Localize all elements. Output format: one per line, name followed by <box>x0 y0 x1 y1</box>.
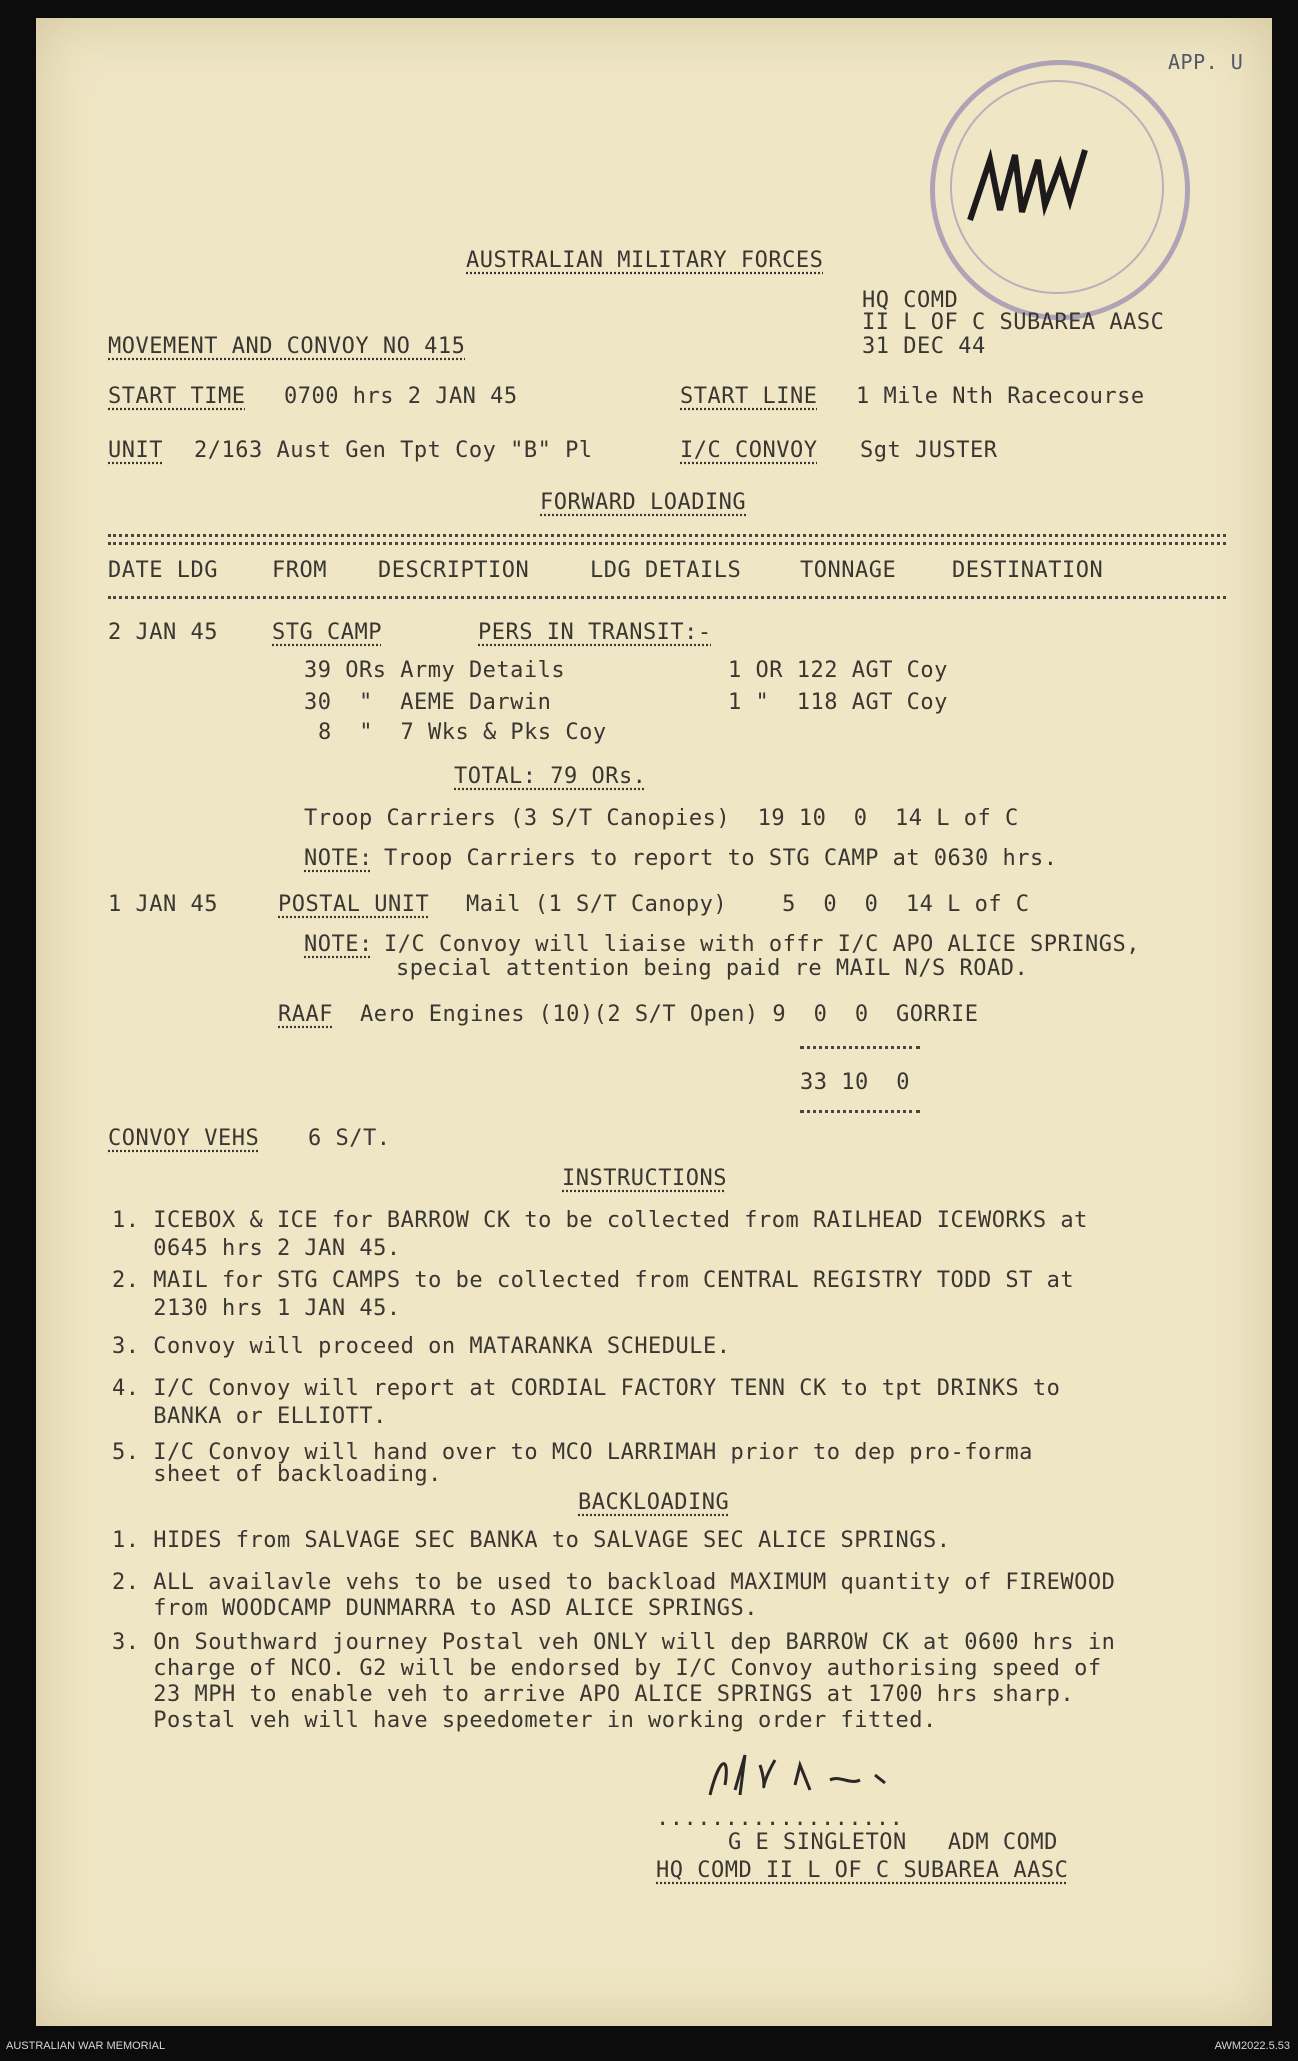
pers-total: TOTAL: 79 ORs. <box>454 764 647 789</box>
backloading-1: 1. HIDES from SALVAGE SEC BANKA to SALVAGE SEC ALICE SPRINGS. <box>112 1528 951 1553</box>
entry3-from: RAAF <box>278 1002 333 1027</box>
backloading-2a: 2. ALL availavle vehs to be used to backload MAXIMUM quantity of FIREWOOD <box>112 1570 1116 1595</box>
note2-text-b: special attention being paid re MAIL N/S ROAD. <box>396 956 1029 981</box>
unit-label: UNIT <box>108 438 163 463</box>
movement-title: MOVEMENT AND CONVOY NO 415 <box>108 334 466 359</box>
start-line-label: START LINE <box>680 384 818 409</box>
instructions-heading: INSTRUCTIONS <box>562 1166 727 1191</box>
entry1-from: STG CAMP <box>272 620 382 645</box>
doc-date: 31 DEC 44 <box>862 334 986 359</box>
pers-line-2b: 1 " 118 AGT Coy <box>728 690 948 715</box>
start-time-label: START TIME <box>108 384 246 409</box>
col-date-ldg: DATE LDG <box>108 558 218 583</box>
signatory-name: G E SINGLETON ADM COMD <box>728 1830 1058 1855</box>
note1-label: NOTE: <box>304 846 373 871</box>
pers-line-1b: 1 OR 122 AGT Coy <box>728 658 948 683</box>
start-line-value: 1 Mile Nth Racecourse <box>856 384 1145 409</box>
total-rule-bottom <box>800 1110 920 1113</box>
hq-line-2: II L OF C SUBAREA AASC <box>862 310 1165 335</box>
total-rule-top <box>800 1046 920 1049</box>
instruction-1a: 1. ICEBOX & ICE for BARROW CK to be collected from RAILHEAD ICEWORKS at <box>112 1208 1088 1233</box>
instruction-4a: 4. I/C Convoy will report at CORDIAL FACTORY TENN CK to tpt DRINKS to <box>112 1376 1061 1401</box>
entry2-from: POSTAL UNIT <box>278 892 430 917</box>
backloading-2b: from WOODCAMP DUNMARRA to ASD ALICE SPRINGS. <box>112 1596 759 1621</box>
instruction-5b: sheet of backloading. <box>112 1462 442 1487</box>
backloading-3c: 23 MPH to enable veh to arrive APO ALICE SPRINGS at 1700 hrs sharp. <box>112 1682 1075 1707</box>
col-description: DESCRIPTION <box>378 558 530 583</box>
ic-convoy-value: Sgt JUSTER <box>860 438 998 463</box>
note1-text: Troop Carriers to report to STG CAMP at 0630 hrs. <box>384 846 1058 871</box>
signature-dots: .................. <box>656 1806 904 1831</box>
instruction-2b: 2130 hrs 1 JAN 45. <box>112 1296 401 1321</box>
signatory-unit: HQ COMD II L OF C SUBAREA AASC <box>656 1858 1069 1883</box>
divider-top-2 <box>108 542 1226 545</box>
col-from: FROM <box>272 558 327 583</box>
entry1-desc: PERS IN TRANSIT:- <box>478 620 712 645</box>
divider-columns <box>108 596 1226 599</box>
backloading-3b: charge of NCO. G2 will be endorsed by I/C Convoy authorising speed of <box>112 1656 1102 1681</box>
instruction-3: 3. Convoy will proceed on MATARANKA SCHEDULE. <box>112 1334 731 1359</box>
col-tonnage: TONNAGE <box>800 558 897 583</box>
col-destination: DESTINATION <box>952 558 1104 583</box>
entry3-desc: Aero Engines (10)(2 S/T Open) 9 0 0 GORRIE <box>360 1002 979 1027</box>
entry2-desc: Mail (1 S/T Canopy) 5 0 0 14 L of C <box>466 892 1030 917</box>
footer-left: AUSTRALIAN WAR MEMORIAL <box>6 2040 166 2052</box>
grand-total: 33 10 0 <box>800 1070 910 1095</box>
start-time-value: 0700 hrs 2 JAN 45 <box>284 384 518 409</box>
backloading-3a: 3. On Southward journey Postal veh ONLY will dep BARROW CK at 0600 hrs in <box>112 1630 1116 1655</box>
troop-carriers-line: Troop Carriers (3 S/T Canopies) 19 10 0 14 L of C <box>304 806 1019 831</box>
signature-bottom <box>700 1745 920 1805</box>
divider-top <box>108 534 1226 537</box>
unit-value: 2/163 Aust Gen Tpt Coy "B" Pl <box>194 438 593 463</box>
hq-line-1: HQ COMD <box>862 288 959 313</box>
entry2-date: 1 JAN 45 <box>108 892 218 917</box>
note2-label: NOTE: <box>304 932 373 957</box>
corner-note: APP. U <box>1168 50 1244 74</box>
pers-line-2: 30 " AEME Darwin <box>304 690 552 715</box>
convoy-vehs-value: 6 S/T. <box>308 1126 391 1151</box>
instruction-5a: 5. I/C Convoy will hand over to MCO LARRIMAH prior to dep pro-forma <box>112 1440 1033 1465</box>
instruction-1b: 0645 hrs 2 JAN 45. <box>112 1236 401 1261</box>
instruction-2a: 2. MAIL for STG CAMPS to be collected from CENTRAL REGISTRY TODD ST at <box>112 1268 1075 1293</box>
backloading-3d: Postal veh will have speedometer in working order fitted. <box>112 1708 937 1733</box>
initials-signature-top <box>960 140 1120 230</box>
forward-loading-heading: FORWARD LOADING <box>540 490 747 515</box>
col-ldg-details: LDG DETAILS <box>590 558 742 583</box>
footer-right: AWM2022.5.53 <box>1214 2040 1290 2052</box>
note2-text-a: I/C Convoy will liaise with offr I/C APO ALICE SPRINGS, <box>384 932 1140 957</box>
entry1-date: 2 JAN 45 <box>108 620 218 645</box>
instruction-4b: BANKA or ELLIOTT. <box>112 1404 387 1429</box>
pers-line-1: 39 ORs Army Details <box>304 658 566 683</box>
doc-title: AUSTRALIAN MILITARY FORCES <box>466 248 824 273</box>
pers-line-3: 8 " 7 Wks & Pks Coy <box>318 720 607 745</box>
ic-convoy-label: I/C CONVOY <box>680 438 818 463</box>
backloading-heading: BACKLOADING <box>578 1490 730 1515</box>
convoy-vehs-label: CONVOY VEHS <box>108 1126 260 1151</box>
